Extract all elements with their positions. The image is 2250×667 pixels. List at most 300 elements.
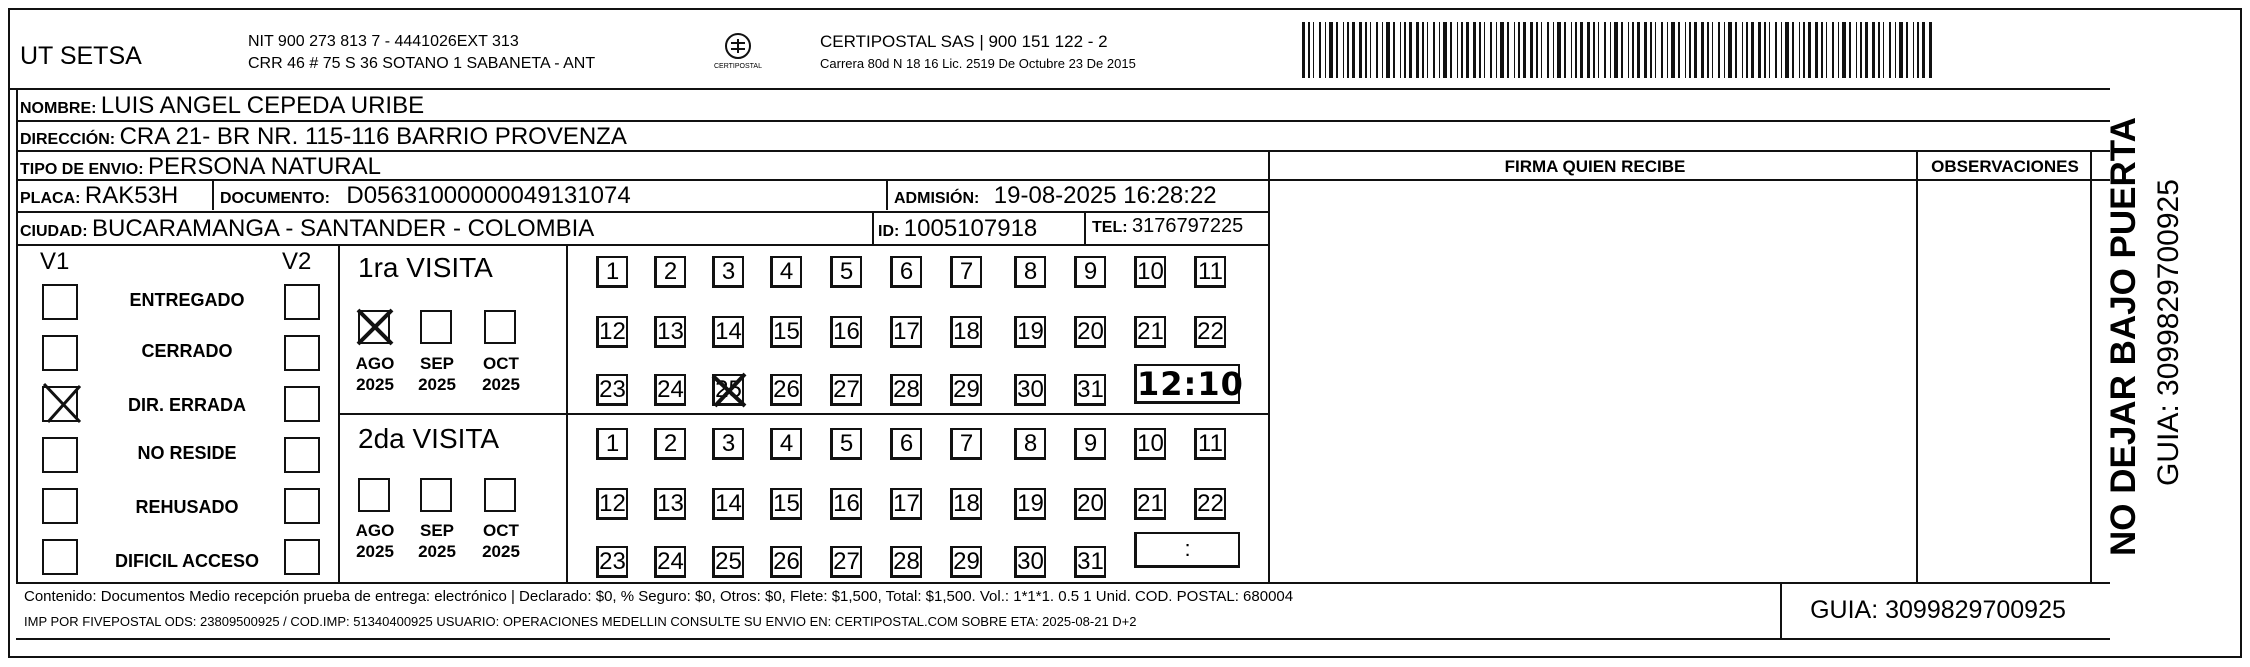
first-visit-day-label: 12 [599, 318, 626, 345]
barcode-bar [1712, 22, 1713, 78]
second-visit-day-1 [596, 428, 628, 460]
nombre-field [20, 92, 424, 120]
barcode-bar [1479, 22, 1481, 78]
second-visit-day-label: 22 [1197, 490, 1224, 517]
second-visit-month-ago: AGO 2025 [355, 521, 395, 561]
second-visit-day-20 [1074, 488, 1106, 520]
company-name: UT SETSA [20, 42, 142, 70]
first-visit-day-label: 24 [657, 376, 684, 403]
admision-label: ADMISIÓN: [894, 190, 980, 207]
first-visit-time-value: 12:10 [1137, 365, 1244, 403]
first-visit-day-18 [950, 316, 982, 348]
barcode-bar [1484, 22, 1485, 78]
barcode-bar [1650, 22, 1652, 78]
barcode-bar [1878, 22, 1880, 78]
barcode-bar [1832, 22, 1834, 78]
first-visit-day-21 [1134, 316, 1166, 348]
tel-field [1092, 215, 1243, 238]
first-visit-day-4 [770, 256, 802, 288]
second-visit-day-label: 17 [893, 490, 920, 517]
status-dir-errada: DIR. ERRADA [127, 395, 246, 415]
second-visit-day-label: 29 [953, 548, 980, 575]
first-visit-day-14 [712, 316, 744, 348]
barcode-bar [1500, 22, 1504, 78]
barcode-bar [1400, 22, 1401, 78]
first-visit-day-label: 5 [839, 258, 854, 285]
barcode-bar [1457, 22, 1458, 78]
barcode-bar [1842, 22, 1846, 78]
first-visit-day-label: 4 [779, 258, 794, 285]
second-visit-day-label: 1 [605, 430, 620, 457]
barcode-bar [1746, 22, 1748, 78]
certipostal-line-1: CERTIPOSTAL SAS | 900 151 122 - 2 [820, 32, 1108, 51]
second-visit-day-28 [890, 546, 922, 578]
barcode-bar [1523, 22, 1526, 78]
tel-label: TEL: [1092, 219, 1128, 236]
barcode-bar [1571, 22, 1572, 78]
barcode-bar [1667, 22, 1668, 78]
barcode-bar [1450, 22, 1452, 78]
first-visit-day-label: 21 [1137, 318, 1164, 345]
barcode-bar [1655, 22, 1656, 78]
barcode-bar [1849, 22, 1851, 78]
first-visit-day-6 [890, 256, 922, 288]
barcode-bar [1661, 22, 1663, 78]
barcode-bar [1461, 22, 1463, 78]
second-visit-day-label: 2 [663, 430, 678, 457]
second-visit-month-sep: SEP 2025 [418, 521, 456, 561]
v1-header: V1 [40, 248, 70, 275]
first-visit-day-label: 27 [833, 376, 860, 403]
barcode-bar [1838, 22, 1839, 78]
second-visit-sep-checkbox [420, 478, 452, 512]
second-visit-ago-checkbox [358, 478, 390, 512]
barcode-bar [1632, 22, 1634, 78]
firma-header: FIRMA QUIEN RECIBE [1504, 157, 1686, 176]
second-visit-day-17 [890, 488, 922, 520]
nombre-label: NOMBRE: [20, 100, 97, 117]
second-visit-day-label: 21 [1137, 490, 1164, 517]
second-visit-day-16 [830, 488, 862, 520]
second-visit-day-label: 8 [1023, 430, 1038, 457]
first-visit-day-label: 2 [663, 258, 678, 285]
barcode-bar [1865, 22, 1868, 78]
second-visit-day-29 [950, 546, 982, 578]
first-visit-day-label: 28 [893, 376, 920, 403]
barcode-bar [1422, 22, 1424, 78]
first-visit-day-5 [830, 256, 862, 288]
first-visit-time-box [1134, 364, 1244, 404]
v2-header: V2 [282, 248, 312, 275]
barcode-bar [1530, 22, 1533, 78]
v2-dificil-acceso-checkbox [284, 539, 320, 575]
barcode-bar [1439, 22, 1440, 78]
barcode-bar [1336, 22, 1338, 78]
second-visit-day-label: 6 [899, 430, 914, 457]
first-visit-day-3 [712, 256, 744, 288]
second-visit-day-25 [712, 546, 744, 578]
v1-cerrado-checkbox [42, 335, 78, 371]
barcode-bar [1329, 22, 1333, 78]
first-visit-day-label: 15 [773, 318, 800, 345]
second-visit-time-value: : [1184, 536, 1191, 561]
v1-entregado-checkbox [42, 284, 78, 320]
barcode-bar [1382, 22, 1383, 78]
barcode-bar [1781, 22, 1782, 78]
barcode-bar [1614, 22, 1618, 78]
second-visit-day-label: 20 [1077, 490, 1104, 517]
barcode-bar [1860, 22, 1862, 78]
barcode-bar [1575, 22, 1577, 78]
barcode-bar [1370, 22, 1371, 78]
footer-guia: GUIA: 3099829700925 [1810, 596, 2066, 624]
barcode-bar [1319, 22, 1321, 78]
barcode-bar [1906, 22, 1908, 78]
tipo-envio-value: PERSONA NATURAL [148, 153, 381, 180]
barcode-bar [1621, 22, 1623, 78]
barcode-bar [1769, 22, 1770, 78]
tipo-envio-label: TIPO DE ENVIO: [20, 161, 144, 178]
nit-line-2: CRR 46 # 75 S 36 SOTANO 1 SABANETA - ANT [248, 55, 596, 72]
first-visit-day-9 [1074, 256, 1106, 288]
first-visit-sep-checkbox [420, 310, 452, 344]
id-field [878, 215, 1037, 243]
v2-entregado-checkbox [284, 284, 320, 320]
barcode-bar [1490, 22, 1492, 78]
status-dificil-acceso: DIFICIL ACCESO [114, 551, 259, 571]
status-rehusado: REHUSADO [135, 497, 239, 517]
second-visit-month-oct: OCT 2025 [482, 521, 520, 561]
second-visit-day-10 [1134, 428, 1166, 460]
side-warning: NO DEJAR BAJO PUERTA [2104, 117, 2143, 556]
barcode-bar [1775, 22, 1777, 78]
barcode-bar [1496, 22, 1497, 78]
barcode-bar [1689, 22, 1691, 78]
barcode-bar [1593, 22, 1595, 78]
barcode-bar [1518, 22, 1520, 78]
barcode-bar [1347, 22, 1349, 78]
barcode-bar [1751, 22, 1754, 78]
barcode-bar [1433, 22, 1435, 78]
second-visit-day-27 [830, 546, 862, 578]
first-visit-day-13 [654, 316, 686, 348]
documento-value: D05631000000049131074 [346, 182, 631, 209]
second-visit-day-6 [890, 428, 922, 460]
first-visit-title: 1ra VISITA [358, 252, 493, 283]
barcode-bar [1821, 22, 1823, 78]
barcode-bar [1764, 22, 1766, 78]
certipostal-logo [714, 30, 762, 81]
first-visit-day-12 [596, 316, 628, 348]
second-visit-day-label: 31 [1077, 548, 1104, 575]
barcode-bar [1718, 22, 1720, 78]
second-visit-day-2 [654, 428, 686, 460]
first-visit-day-28 [890, 374, 922, 406]
second-visit-day-15 [770, 488, 802, 520]
barcode-bar [1604, 22, 1606, 78]
barcode-bar [1913, 22, 1914, 78]
second-visit-day-label: 4 [779, 430, 794, 457]
barcode-bar [1707, 22, 1709, 78]
direccion-label: DIRECCIÓN: [20, 131, 116, 148]
barcode-bar [1541, 22, 1542, 78]
second-visit-day-label: 23 [599, 548, 626, 575]
barcode-bar [1313, 22, 1314, 78]
barcode-bar [1443, 22, 1447, 78]
first-visit-day-23 [596, 374, 628, 406]
second-visit-day-label: 7 [959, 430, 974, 457]
second-visit-day-label: 10 [1137, 430, 1164, 457]
second-visit-day-24 [654, 546, 686, 578]
barcode-bar [1598, 22, 1599, 78]
nit-line-1: NIT 900 273 813 7 - 4441026EXT 313 [248, 33, 519, 50]
second-visit-day-label: 24 [657, 548, 684, 575]
barcode-bar [1799, 22, 1800, 78]
first-visit-day-17 [890, 316, 922, 348]
first-visit-day-2 [654, 256, 686, 288]
barcode-bar [1895, 22, 1896, 78]
first-visit-day-19 [1014, 316, 1046, 348]
first-visit-day-15 [770, 316, 802, 348]
second-visit-day-18 [950, 488, 982, 520]
barcode-bar [1404, 22, 1406, 78]
barcode-bar [1564, 22, 1566, 78]
logo-text: CERTIPOSTAL [714, 63, 762, 70]
first-visit-day-1 [596, 256, 628, 288]
observaciones-header: OBSERVACIONES [1931, 157, 2079, 176]
v1-dir-errada-x-mark [38, 378, 86, 426]
side-guia: GUIA: 3099829700925 [2152, 179, 2185, 486]
status-no-reside: NO RESIDE [137, 443, 237, 463]
v2-dir-errada-checkbox [284, 386, 320, 422]
barcode-bar [1671, 22, 1675, 78]
first-visit-day-label: 25 [715, 376, 742, 403]
barcode-bar [1758, 22, 1761, 78]
barcode-bar [1728, 22, 1732, 78]
barcode-bar [1507, 22, 1509, 78]
first-visit-day-11 [1194, 256, 1226, 288]
ciudad-field [20, 215, 594, 243]
v2-cerrado-checkbox [284, 335, 320, 371]
second-visit-time-box [1134, 532, 1240, 568]
barcode-bar [1365, 22, 1367, 78]
barcode-bar [1792, 22, 1794, 78]
first-visit-day-27 [830, 374, 862, 406]
barcode-bar [1826, 22, 1827, 78]
barcode-bar [1343, 22, 1344, 78]
barcode-bar [1889, 22, 1891, 78]
id-label: ID: [878, 223, 900, 240]
barcode-bar [1815, 22, 1818, 78]
second-visit-oct-checkbox [484, 478, 516, 512]
footer-contenido: Contenido: Documentos Medio recepción prueba de entrega: electrónico | Declarado: $0, % Seguro: $0, Otros: $0, Flete: $1,500, Total: $1,500. Vol.: 1*1*1. 0.5 1 Unid. COD. POSTAL: 680004 [24, 588, 1294, 605]
second-visit-day-14 [712, 488, 744, 520]
second-visit-day-label: 9 [1083, 430, 1098, 457]
placa-value: RAK53H [84, 182, 179, 209]
first-visit-day-10 [1134, 256, 1166, 288]
second-visit-day-label: 18 [953, 490, 980, 517]
first-visit-day-label: 6 [899, 258, 914, 285]
id-value: 1005107918 [903, 215, 1038, 242]
first-visit-ago-x-mark [354, 306, 396, 348]
first-visit-day-label: 30 [1017, 376, 1044, 403]
placa-label: PLACA: [20, 190, 81, 207]
first-visit-day-29 [950, 374, 982, 406]
status-cerrado: CERRADO [141, 341, 233, 361]
documento-field [220, 182, 631, 210]
barcode-bar [1473, 22, 1476, 78]
barcode-bar [1352, 22, 1355, 78]
first-visit-day-label: 29 [953, 376, 980, 403]
first-visit-month-sep: SEP 2025 [418, 354, 456, 394]
barcode-bar [1302, 22, 1305, 78]
barcode-bar [1557, 22, 1561, 78]
v1-no-reside-checkbox [42, 437, 78, 473]
first-visit-day-label: 19 [1017, 318, 1044, 345]
barcode-bar [1785, 22, 1789, 78]
barcode-bar [1547, 22, 1549, 78]
barcode-bar [1359, 22, 1362, 78]
tel-value: 3176797225 [1132, 215, 1244, 237]
v2-rehusado-checkbox [284, 488, 320, 524]
second-visit-day-5 [830, 428, 862, 460]
v1-rehusado-checkbox [42, 488, 78, 524]
first-visit-day-label: 26 [773, 376, 800, 403]
barcode-bar [1724, 22, 1725, 78]
first-visit-day-label: 18 [953, 318, 980, 345]
barcode-bar [1427, 22, 1428, 78]
second-visit-day-7 [950, 428, 982, 460]
second-visit-day-12 [596, 488, 628, 520]
first-visit-day-label: 9 [1083, 258, 1098, 285]
first-visit-day-label: 10 [1137, 258, 1164, 285]
first-visit-day-8 [1014, 256, 1046, 288]
first-visit-day-label: 14 [715, 318, 742, 345]
second-visit-day-19 [1014, 488, 1046, 520]
placa-field [20, 182, 178, 210]
barcode-bar [1735, 22, 1737, 78]
footer-impresion: IMP POR FIVEPOSTAL ODS: 23809500925 / COD.IMP: 51340400925 USUARIO: OPERACIONES MEDELLIN CONSULTE SU ENVIO EN: CERTIPOSTAL.COM SOBRE ETA: 2025-08-21 D+2 [24, 614, 1137, 629]
admision-field [894, 182, 1217, 210]
barcode-bar [1644, 22, 1647, 78]
barcode-bar [1308, 22, 1310, 78]
second-visit-title: 2da VISITA [358, 423, 500, 454]
first-visit-day-label: 13 [657, 318, 684, 345]
second-visit-day-label: 25 [715, 548, 742, 575]
status-entregado: ENTREGADO [129, 290, 245, 310]
first-visit-day-label: 16 [833, 318, 860, 345]
barcode-bar [1610, 22, 1611, 78]
first-visit-day-25 [712, 374, 744, 406]
barcode-bar [1685, 22, 1686, 78]
barcode-bar [1553, 22, 1554, 78]
second-visit-day-11 [1194, 428, 1226, 460]
barcode-bar [1587, 22, 1590, 78]
barcode-bar [1856, 22, 1857, 78]
second-visit-day-label: 3 [721, 430, 736, 457]
ciudad-value: BUCARAMANGA - SANTANDER - COLOMBIA [92, 215, 595, 242]
first-visit-month-ago: AGO 2025 [355, 354, 395, 394]
barcode-bar [1899, 22, 1903, 78]
v2-no-reside-checkbox [284, 437, 320, 473]
first-visit-day-label: 11 [1198, 258, 1223, 285]
first-visit-day-x-mark [709, 370, 749, 410]
admision-value: 19-08-2025 16:28:22 [993, 182, 1217, 209]
first-visit-day-label: 3 [721, 258, 736, 285]
v1-dificil-acceso-checkbox [42, 539, 78, 575]
second-visit-day-label: 11 [1198, 430, 1223, 457]
barcode-bar [1628, 22, 1629, 78]
barcode-bar [1883, 22, 1884, 78]
second-visit-day-label: 5 [839, 430, 854, 457]
second-visit-day-23 [596, 546, 628, 578]
first-visit-month-oct: OCT 2025 [482, 354, 520, 394]
first-visit-oct-checkbox [484, 310, 516, 344]
barcode-bar [1466, 22, 1469, 78]
first-visit-day-label: 8 [1023, 258, 1038, 285]
second-visit-day-label: 14 [715, 490, 742, 517]
first-visit-day-26 [770, 374, 802, 406]
tipo-envio-field [20, 153, 381, 181]
nombre-value: LUIS ANGEL CEPEDA URIBE [100, 92, 425, 119]
certipostal-line-2: Carrera 80d N 18 16 Lic. 2519 De Octubre 23 De 2015 [820, 56, 1136, 71]
first-visit-day-label: 17 [893, 318, 920, 345]
second-visit-day-label: 15 [773, 490, 800, 517]
barcode-bar [1701, 22, 1704, 78]
second-visit-day-label: 27 [833, 548, 860, 575]
barcode-bar [1694, 22, 1697, 78]
barcode-bar [1536, 22, 1538, 78]
barcode-bar [1803, 22, 1805, 78]
barcode-bar [1742, 22, 1743, 78]
second-visit-day-30 [1014, 546, 1046, 578]
first-visit-day-label: 23 [599, 376, 626, 403]
first-visit-day-7 [950, 256, 982, 288]
barcode-bar [1580, 22, 1583, 78]
barcode-bar [1393, 22, 1395, 78]
first-visit-day-24 [654, 374, 686, 406]
second-visit-day-label: 19 [1017, 490, 1044, 517]
barcode-bar [1922, 22, 1925, 78]
barcode-bar [1325, 22, 1326, 78]
first-visit-day-label: 31 [1077, 376, 1104, 403]
second-visit-day-8 [1014, 428, 1046, 460]
barcode-bar [1514, 22, 1515, 78]
second-visit-day-9 [1074, 428, 1106, 460]
barcode-bar [1808, 22, 1811, 78]
direccion-field [20, 123, 627, 151]
barcode-bar [1386, 22, 1390, 78]
barcode-bar [1637, 22, 1640, 78]
second-visit-day-label: 26 [773, 548, 800, 575]
second-visit-day-13 [654, 488, 686, 520]
first-visit-day-31 [1074, 374, 1106, 406]
second-visit-day-label: 16 [833, 490, 860, 517]
second-visit-day-3 [712, 428, 744, 460]
direccion-value: CRA 21- BR NR. 115-116 BARRIO PROVENZA [119, 123, 627, 150]
second-visit-day-label: 30 [1017, 548, 1044, 575]
first-visit-day-label: 20 [1077, 318, 1104, 345]
documento-label: DOCUMENTO: [220, 190, 330, 207]
first-visit-day-16 [830, 316, 862, 348]
barcode-bar [1416, 22, 1419, 78]
ciudad-label: CIUDAD: [20, 223, 88, 240]
first-visit-day-22 [1194, 316, 1226, 348]
second-visit-day-label: 12 [599, 490, 626, 517]
first-visit-day-label: 1 [605, 258, 620, 285]
barcode-bar [1917, 22, 1919, 78]
second-visit-day-26 [770, 546, 802, 578]
